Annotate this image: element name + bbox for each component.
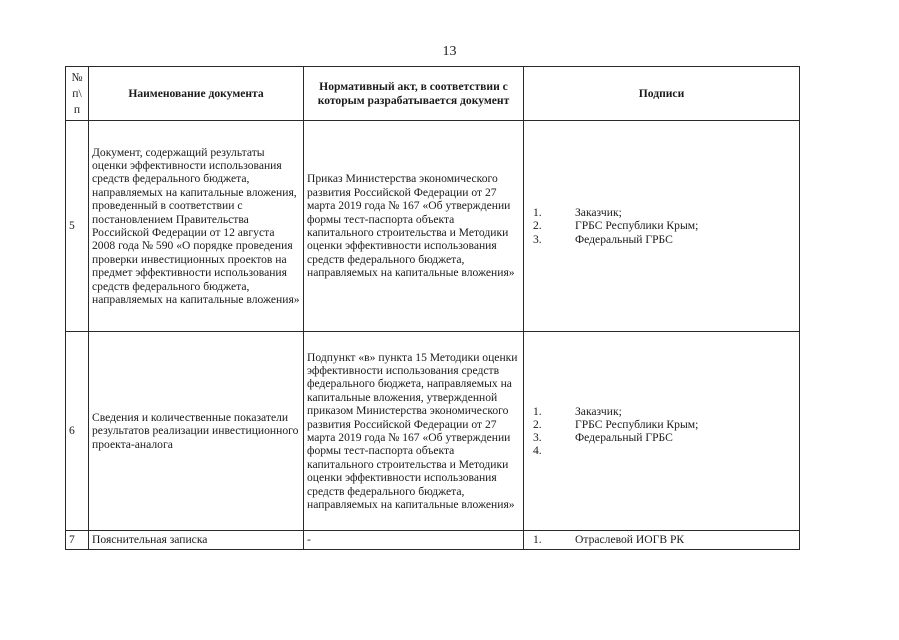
signature-text: Заказчик; — [575, 404, 622, 418]
header-num-line3: п — [73, 102, 81, 116]
signature-text: Заказчик; — [575, 206, 622, 220]
header-signatures: Подписи — [524, 67, 800, 121]
row-signatures — [524, 531, 800, 550]
signature-item — [527, 233, 796, 246]
header-num-line1: № — [71, 70, 83, 84]
signature-list — [527, 533, 796, 546]
signature-text — [575, 444, 796, 457]
row-doc-name: Сведения и количественные показатели результатов реализации инвестиционного проекта-аналога — [89, 332, 304, 531]
table-header-row — [66, 67, 800, 121]
signature-item — [527, 533, 796, 546]
signature-item — [527, 219, 796, 232]
signature-number: 3. — [533, 232, 542, 246]
signature-list — [527, 206, 796, 246]
signature-number: 4. — [533, 444, 542, 458]
row-num: 6 — [66, 332, 89, 531]
table-row — [66, 531, 800, 550]
row-doc-name: Документ, содержащий результаты оценки эффективности использования средств федерального бюджета, направляемых на капитальные вложения, проведенный в соответствии с постановлением Правительства Российской Федерации от 12 августа 2008 года № 590 «О порядке проведения проверки инвестиционных проектов на предмет эффективности использования средств федерального бюджета, направляемых на капитальные вложения» — [89, 121, 304, 332]
signature-text: Федеральный ГРБС — [575, 431, 673, 444]
signature-text: ГРБС Республики Крым; — [575, 417, 699, 431]
row-normative-act: Подпункт «в» пункта 15 Методики оценки эффективности использования средств федерального бюджета, направляемых на капитальные вложения, утвержденной приказом Министерства экономического развития Российской Федерации от 27 марта 2019 года № 167 «Об утверждении формы тест-паспорта объекта капитального строительства и Методики оценки эффективности использования средств федерального бюджета, направляемых на капитальные вложения» — [304, 332, 524, 531]
signature-number: 1. — [533, 533, 542, 547]
row-signatures — [524, 332, 800, 531]
signature-item — [527, 418, 796, 431]
header-num — [66, 67, 89, 121]
signature-item — [527, 431, 796, 444]
header-doc-name: Наименование документа — [89, 67, 304, 121]
signature-text: Отраслевой ИОГВ РК — [575, 533, 685, 547]
row-num: 7 — [66, 531, 89, 550]
header-num-line2: п\ — [72, 86, 82, 100]
table-row — [66, 121, 800, 332]
row-normative-act: Приказ Министерства экономического развития Российской Федерации от 27 марта 2019 года № 167 «Об утверждении формы тест-паспорта объекта капитального строительства и Методики оценки эффективности использования средств федерального бюджета, направляемых на капитальные вложения» — [304, 121, 524, 332]
page-number: 13 — [442, 44, 457, 59]
table-row — [66, 332, 800, 531]
signature-item — [527, 444, 796, 457]
row-num: 5 — [66, 121, 89, 332]
row-doc-name: Пояснительная записка — [89, 531, 304, 550]
row-normative-act: - — [304, 531, 524, 550]
signature-number: 2. — [533, 219, 542, 233]
signature-text: Федеральный ГРБС — [575, 232, 673, 246]
signature-number: 3. — [533, 431, 542, 444]
documents-table — [65, 66, 800, 550]
signature-text: ГРБС Республики Крым; — [575, 219, 699, 233]
signature-list — [527, 405, 796, 458]
signature-number: 2. — [533, 417, 542, 431]
row-signatures — [524, 121, 800, 332]
signature-item — [527, 405, 796, 418]
signature-item — [527, 206, 796, 219]
signature-number: 1. — [533, 404, 542, 418]
signature-number: 1. — [533, 206, 542, 220]
header-normative-act: Нормативный акт, в соответствии с которым разрабатывается документ — [304, 67, 524, 121]
